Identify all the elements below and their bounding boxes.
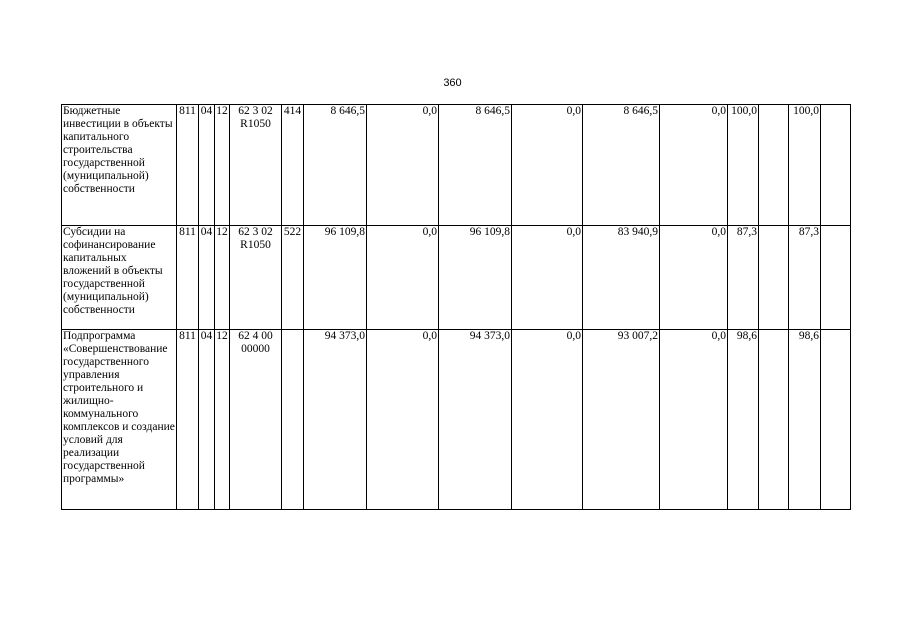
- page-number: 360: [443, 77, 462, 89]
- section-code-cell: 04: [199, 330, 215, 510]
- subsection-code-cell: 12: [215, 330, 230, 510]
- percent-cell-1: 100,0: [728, 105, 759, 226]
- empty-cell-1: [759, 330, 789, 510]
- empty-cell-2: [821, 226, 851, 330]
- section-code-cell: 04: [199, 226, 215, 330]
- value-cell-1: 8 646,5: [304, 105, 367, 226]
- ministry-code-cell: 811: [177, 226, 199, 330]
- percent-cell-2: 87,3: [789, 226, 821, 330]
- subsection-code-cell: 12: [215, 105, 230, 226]
- expense-type-cell: 522: [282, 226, 304, 330]
- percent-cell-2: 98,6: [789, 330, 821, 510]
- value-cell-6: 0,0: [660, 330, 728, 510]
- empty-cell-1: [759, 105, 789, 226]
- value-cell-3: 96 109,8: [439, 226, 512, 330]
- row-name-cell: Бюджетные инвестиции в объекты капитального строительства государственной (муниципальной) собственности: [62, 105, 177, 226]
- percent-cell-1: 98,6: [728, 330, 759, 510]
- ministry-code-cell: 811: [177, 105, 199, 226]
- section-code-cell: 04: [199, 105, 215, 226]
- value-cell-5: 83 940,9: [583, 226, 660, 330]
- subsection-code-cell: 12: [215, 226, 230, 330]
- value-cell-1: 94 373,0: [304, 330, 367, 510]
- value-cell-1: 96 109,8: [304, 226, 367, 330]
- target-article-cell: 62 3 02 R1050: [230, 226, 282, 330]
- value-cell-4: 0,0: [512, 330, 583, 510]
- value-cell-2: 0,0: [367, 226, 439, 330]
- value-cell-2: 0,0: [367, 105, 439, 226]
- percent-cell-1: 87,3: [728, 226, 759, 330]
- table-row: [62, 330, 851, 510]
- empty-cell-2: [821, 105, 851, 226]
- target-article-cell: 62 4 00 00000: [230, 330, 282, 510]
- value-cell-5: 93 007,2: [583, 330, 660, 510]
- table-row: [62, 105, 851, 226]
- empty-cell-1: [759, 226, 789, 330]
- target-article-cell: 62 3 02 R1050: [230, 105, 282, 226]
- expense-type-cell: 414: [282, 105, 304, 226]
- value-cell-6: 0,0: [660, 226, 728, 330]
- row-name-cell: Подпрограмма «Совершенствование государственного управления строительного и жилищно-коммунального комплексов и создание условий для реализации государственной программы»: [62, 330, 177, 510]
- expense-type-cell: [282, 330, 304, 510]
- value-cell-5: 8 646,5: [583, 105, 660, 226]
- row-name-cell: Субсидии на софинансирование капитальных вложений в объекты государственной (муниципальной) собственности: [62, 226, 177, 330]
- budget-table: [61, 104, 851, 510]
- value-cell-2: 0,0: [367, 330, 439, 510]
- value-cell-3: 94 373,0: [439, 330, 512, 510]
- table-row: [62, 226, 851, 330]
- value-cell-3: 8 646,5: [439, 105, 512, 226]
- value-cell-4: 0,0: [512, 226, 583, 330]
- percent-cell-2: 100,0: [789, 105, 821, 226]
- value-cell-4: 0,0: [512, 105, 583, 226]
- ministry-code-cell: 811: [177, 330, 199, 510]
- value-cell-6: 0,0: [660, 105, 728, 226]
- empty-cell-2: [821, 330, 851, 510]
